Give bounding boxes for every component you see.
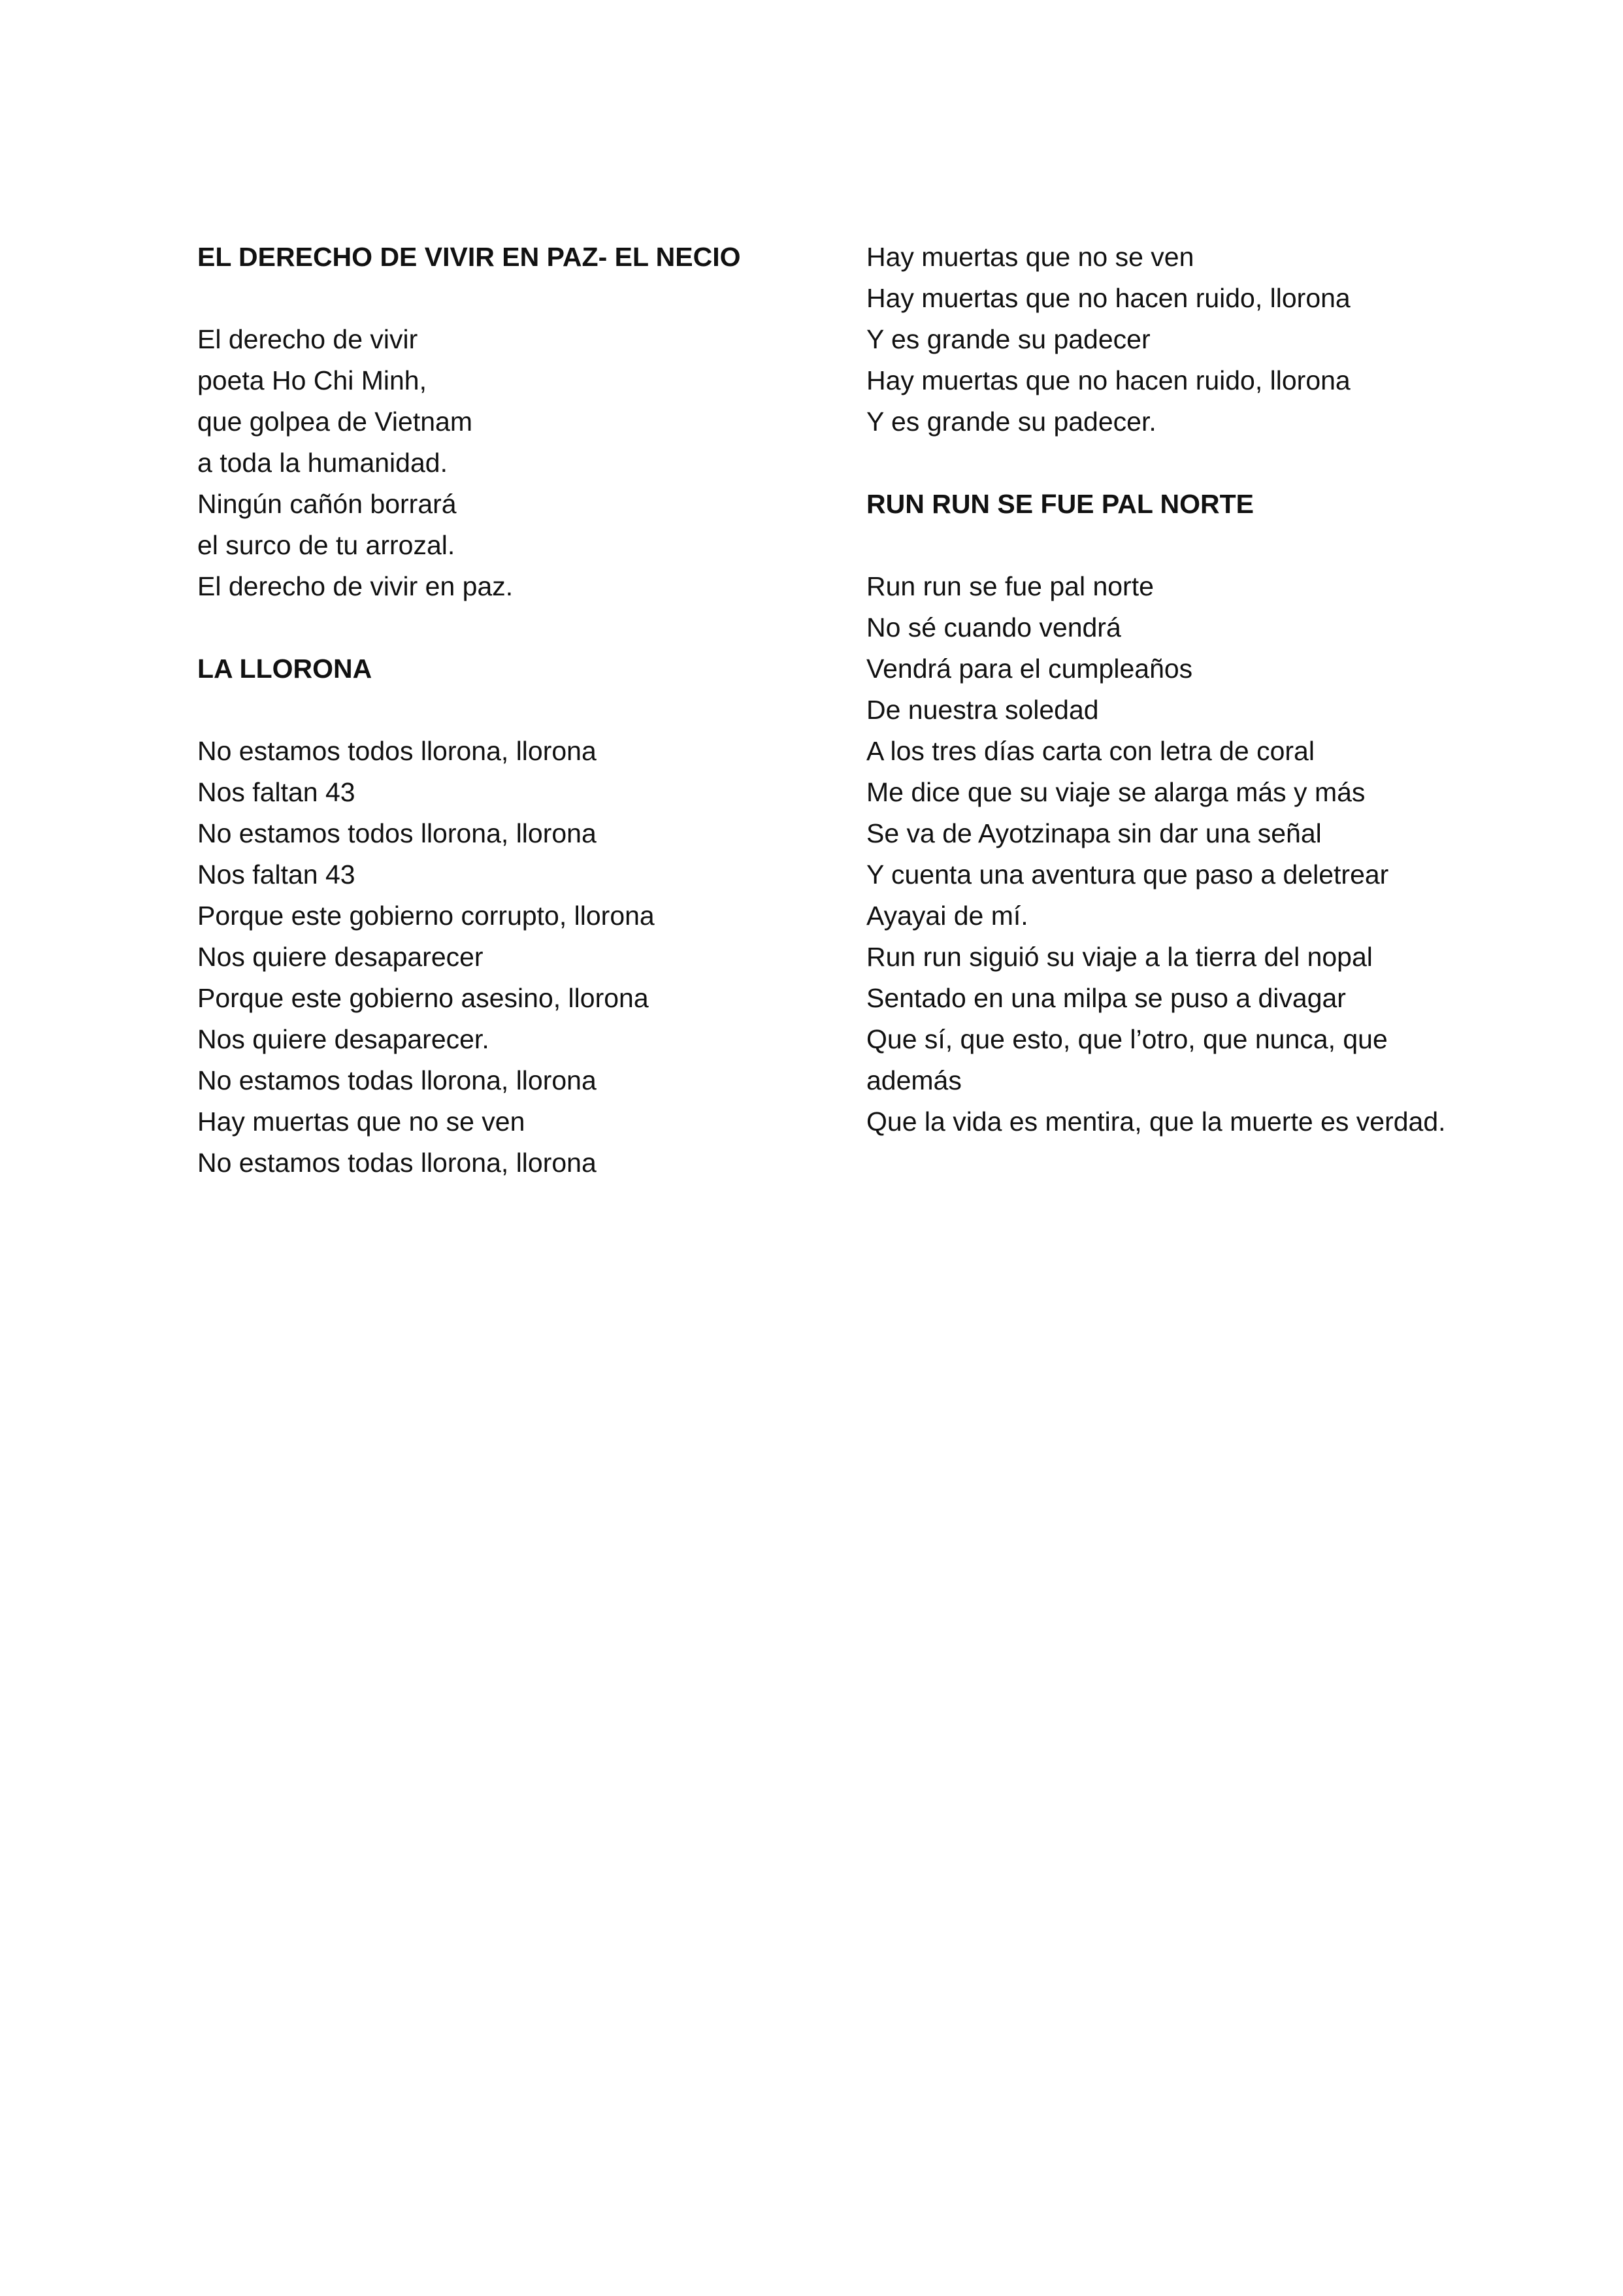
lyric-line: Sentado en una milpa se puso a divagar	[866, 983, 1346, 1013]
song-title-la-llorona: LA LLORONA	[197, 654, 372, 684]
lyric-line: poeta Ho Chi Minh,	[197, 365, 427, 395]
lyric-line: Porque este gobierno asesino, llorona	[197, 983, 649, 1013]
lyric-line: No estamos todos llorona, llorona	[197, 818, 597, 848]
lyric-line: No estamos todas llorona, llorona	[197, 1065, 597, 1095]
lyric-line: Run run se fue pal norte	[866, 571, 1154, 601]
left-column	[197, 237, 851, 1184]
lyric-line: Hay muertas que no hacen ruido, llorona	[866, 365, 1351, 395]
lyric-line: Y cuenta una aventura que paso a deletrear	[866, 859, 1389, 890]
lyric-line: el surco de tu arrozal.	[197, 530, 455, 560]
lyric-line: Run run siguió su viaje a la tierra del nopal	[866, 942, 1373, 972]
lyric-line: Ningún cañón borrará	[197, 489, 457, 519]
stanza-gap	[197, 607, 851, 648]
lyric-line: a toda la humanidad.	[197, 448, 448, 478]
lyric-line: A los tres días carta con letra de coral	[866, 736, 1315, 766]
lyric-line: Nos faltan 43	[197, 859, 355, 890]
lyric-line: De nuestra soledad	[866, 695, 1099, 725]
stanza-gap	[866, 525, 1454, 566]
lyric-line: Hay muertas que no se ven	[866, 242, 1194, 272]
lyric-line: Nos quiere desaparecer	[197, 942, 484, 972]
right-column	[866, 237, 1454, 1142]
lyric-line: Hay muertas que no se ven	[197, 1106, 525, 1137]
lyric-line: que golpea de Vietnam	[197, 407, 472, 437]
song-title-run-run: RUN RUN SE FUE PAL NORTE	[866, 489, 1254, 519]
stanza-gap	[197, 690, 851, 731]
lyric-line: Se va de Ayotzinapa sin dar una señal	[866, 818, 1322, 848]
song-title-el-derecho: EL DERECHO DE VIVIR EN PAZ- EL NECIO	[197, 242, 741, 272]
lyric-line: Nos faltan 43	[197, 777, 355, 807]
lyric-line: Que la vida es mentira, que la muerte es verdad.	[866, 1106, 1446, 1137]
lyric-line: No estamos todas llorona, llorona	[197, 1148, 597, 1178]
lyric-line: No sé cuando vendrá	[866, 612, 1121, 642]
lyric-line: Me dice que su viaje se alarga más y más	[866, 777, 1366, 807]
lyric-line: Nos quiere desaparecer.	[197, 1024, 489, 1054]
lyric-line: Vendrá para el cumpleaños	[866, 654, 1193, 684]
lyric-line: Ayayai de mí.	[866, 901, 1028, 931]
lyric-line: El derecho de vivir	[197, 324, 418, 354]
stanza-gap	[866, 442, 1454, 484]
lyric-line: Que sí, que esto, que l’otro, que nunca, que además	[866, 1024, 1388, 1095]
lyric-line: No estamos todos llorona, llorona	[197, 736, 597, 766]
stanza-gap	[197, 278, 851, 319]
lyric-line: Porque este gobierno corrupto, llorona	[197, 901, 655, 931]
lyric-line: Y es grande su padecer.	[866, 407, 1156, 437]
lyric-line: Hay muertas que no hacen ruido, llorona	[866, 283, 1351, 313]
lyric-line: Y es grande su padecer	[866, 324, 1151, 354]
lyric-line: El derecho de vivir en paz.	[197, 571, 514, 601]
